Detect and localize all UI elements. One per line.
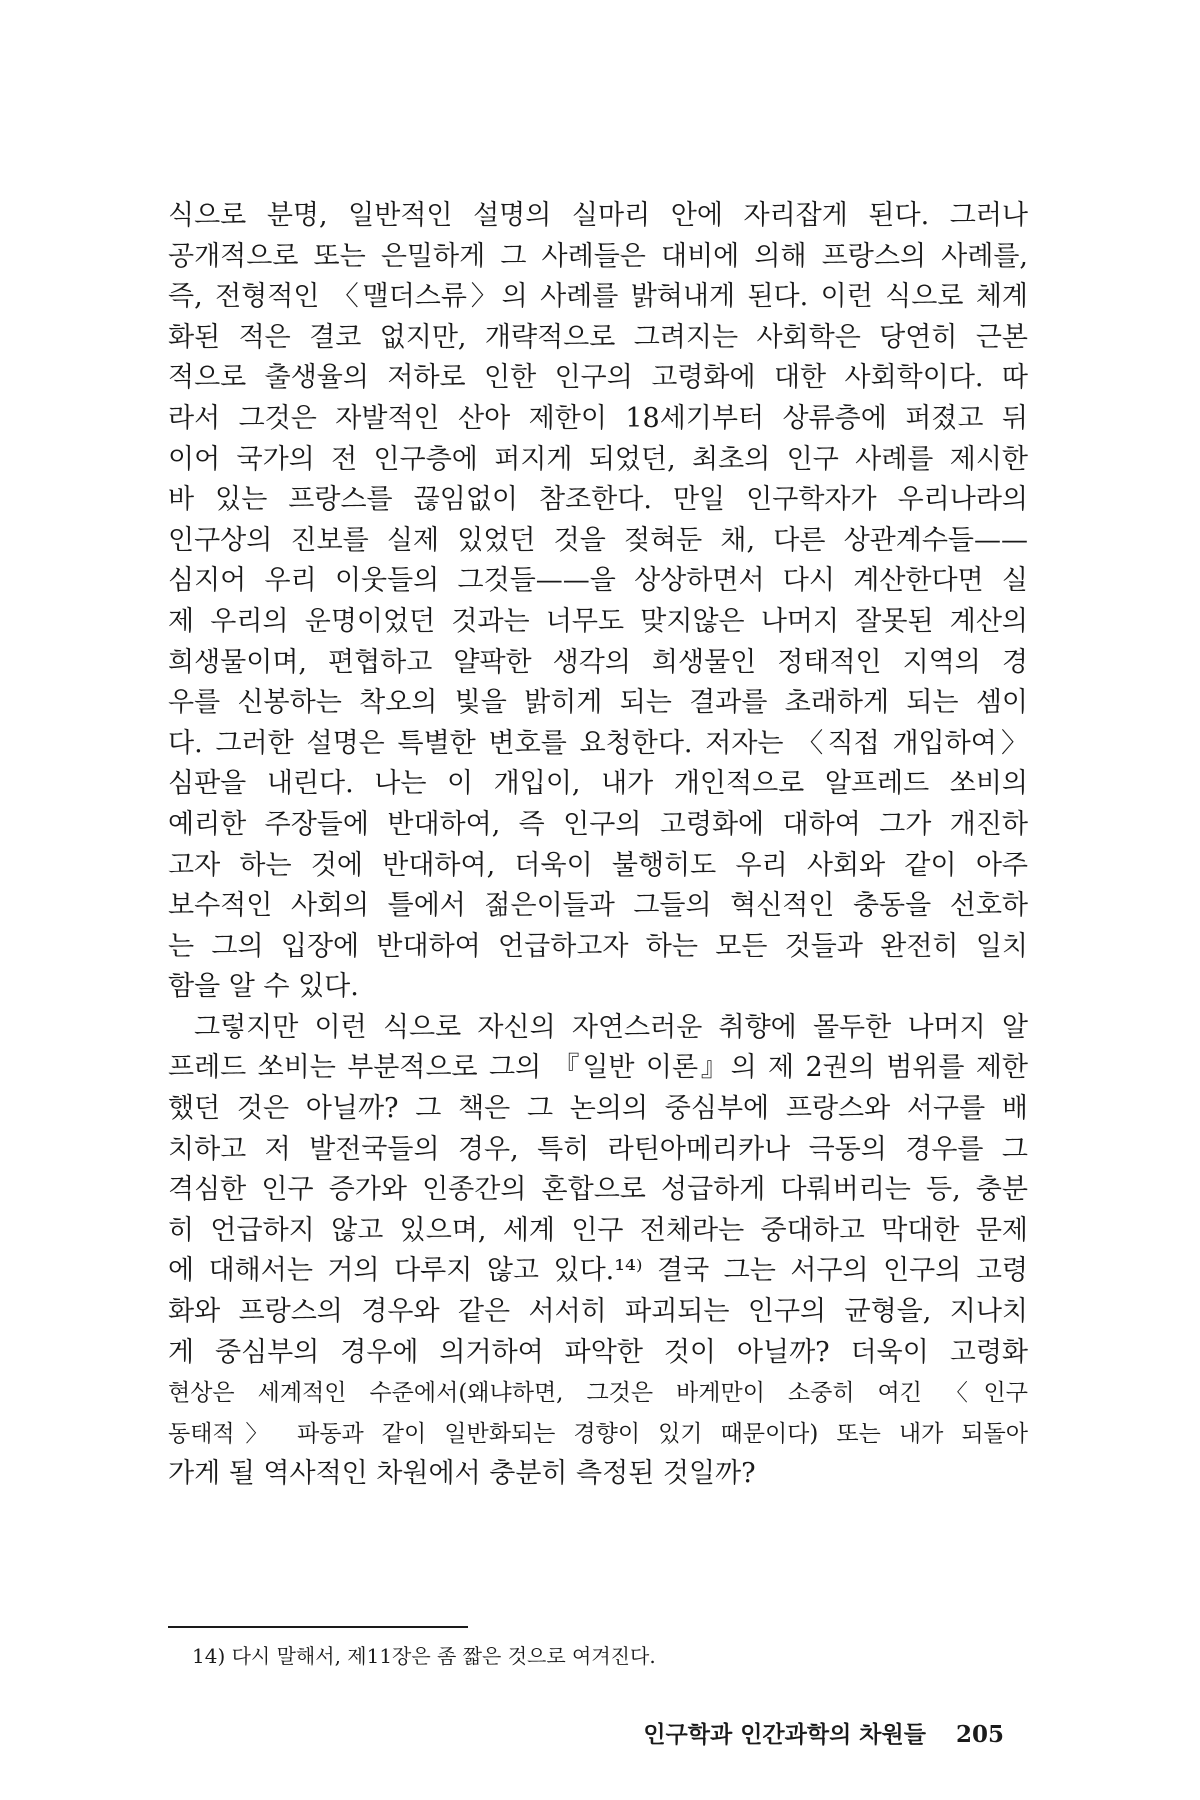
body-line: 동태적〉 파동과 같이 일반화되는 경향이 있기 때문이다) 또는 내가 되돌아 — [168, 1420, 1028, 1447]
running-title: 인구학과 인간과학의 차원들 — [643, 1721, 926, 1748]
body-line: 프레드 쏘비는 부분적으로 그의 『일반 이론』의 제 2권의 범위를 제한 — [168, 1052, 1028, 1084]
body-line: 게 중심부의 경우에 의거하여 파악한 것이 아닐까? 더욱이 고령화 — [168, 1336, 1028, 1368]
body-line: 식으로 분명, 일반적인 설명의 실마리 안에 자리잡게 된다. 그러나 — [168, 200, 1028, 231]
body-line: 가게 될 역사적인 차원에서 충분히 측정된 것일까? — [168, 1458, 756, 1490]
body-line: 는 그의 입장에 반대하여 언급하고자 하는 모든 것들과 완전히 일치 — [168, 930, 1028, 962]
body-line: 심지어 우리 이웃들의 그것들——을 상상하면서 다시 계산한다면 실 — [168, 565, 1028, 597]
footnote: 14) 다시 말해서, 제11장은 좀 짧은 것으로 여겨진다. — [192, 1644, 656, 1668]
running-footer — [643, 1716, 1004, 1749]
body-line: 공개적으로 또는 은밀하게 그 사례들은 대비에 의해 프랑스의 사례를, — [168, 240, 1028, 272]
body-line: 현상은 세계적인 수준에서(왜냐하면, 그것은 바게만이 소중히 여긴 〈인구 — [168, 1380, 1028, 1407]
body-line: 격심한 인구 증가와 인종간의 혼합으로 성급하게 다뤄버리는 등, 충분 — [168, 1174, 1028, 1206]
body-line: 그렇지만 이런 식으로 자신의 자연스러운 취향에 몰두한 나머지 알 — [194, 1011, 1028, 1043]
body-line: 에 대해서는 거의 다루지 않고 있다.¹⁴⁾ 결국 그는 서구의 인구의 고령 — [168, 1255, 1028, 1287]
body-line: 심판을 내린다. 나는 이 개입이, 내가 개인적으로 알프레드 쏘비의 — [168, 768, 1028, 800]
body-line: 했던 것은 아닐까? 그 책은 그 논의의 중심부에 프랑스와 서구를 배 — [168, 1093, 1028, 1125]
body-line: 화와 프랑스의 경우와 같은 서서히 파괴되는 인구의 균형을, 지나치 — [168, 1296, 1028, 1328]
body-line: 제 우리의 운명이었던 것과는 너무도 맞지않은 나머지 잘못된 계산의 — [168, 605, 1028, 637]
body-line: 히 언급하지 않고 있으며, 세계 인구 전체라는 중대하고 막대한 문제 — [168, 1214, 1028, 1246]
body-line: 다. 그러한 설명은 특별한 변호를 요청한다. 저자는 〈직접 개입하여〉 — [168, 727, 1028, 759]
body-line: 즉, 전형적인 〈맬더스류〉의 사례를 밝혀내게 된다. 이런 식으로 체계 — [168, 281, 1028, 313]
page-number: 205 — [955, 1721, 1004, 1748]
body-line: 이어 국가의 전 인구층에 퍼지게 되었던, 최초의 인구 사례를 제시한 — [168, 443, 1028, 475]
body-line: 적으로 출생율의 저하로 인한 인구의 고령화에 대한 사회학이다. 따 — [168, 362, 1028, 394]
body-line: 라서 그것은 자발적인 산아 제한이 18세기부터 상류층에 퍼졌고 뒤 — [168, 402, 1028, 434]
body-line: 보수적인 사회의 틀에서 젊은이들과 그들의 혁신적인 충동을 선호하 — [168, 890, 1028, 922]
body-line: 고자 하는 것에 반대하여, 더욱이 불행히도 우리 사회와 같이 아주 — [168, 849, 1028, 881]
body-line: 우를 신봉하는 착오의 빛을 밝히게 되는 결과를 초래하게 되는 셈이 — [168, 687, 1028, 719]
body-line: 치하고 저 발전국들의 경우, 특히 라틴아메리카나 극동의 경우를 그 — [168, 1133, 1028, 1165]
body-line: 함을 알 수 있다. — [168, 971, 359, 1003]
body-line: 바 있는 프랑스를 끊임없이 참조한다. 만일 인구학자가 우리나라의 — [168, 484, 1028, 516]
footnote-divider — [168, 1626, 468, 1628]
body-line: 인구상의 진보를 실제 있었던 것을 젖혀둔 채, 다른 상관계수들—— — [168, 524, 1028, 556]
body-text — [168, 196, 1028, 1495]
body-line: 화된 적은 결코 없지만, 개략적으로 그려지는 사회학은 당연히 근본 — [168, 321, 1028, 353]
body-line: 예리한 주장들에 반대하여, 즉 인구의 고령화에 대하여 그가 개진하 — [168, 808, 1028, 840]
body-line: 희생물이며, 편협하고 얄팍한 생각의 희생물인 정태적인 지역의 경 — [168, 646, 1028, 678]
